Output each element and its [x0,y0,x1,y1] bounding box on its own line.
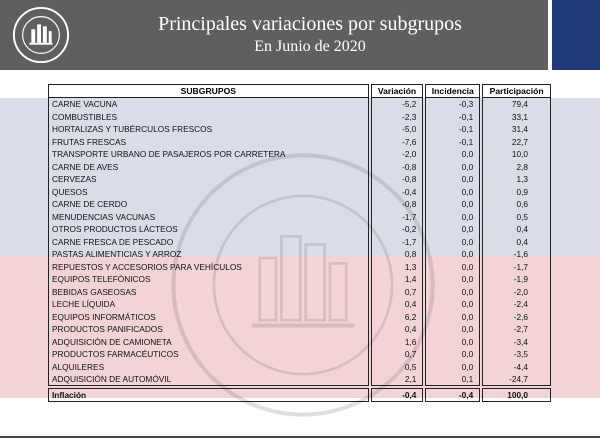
cell-variacion: 2,1 [371,373,424,386]
table-header-row [48,84,551,98]
cell-variacion: 1,4 [371,273,424,286]
cell-subgrupo: QUESOS [48,186,369,199]
table-row [48,261,551,274]
page-title: Principales variaciones por subgrupos [158,13,462,35]
cell-subgrupo: ADQUISICIÓN DE AUTOMÓVIL [48,373,369,386]
cell-subgrupo: MENUDENCIAS VACUNAS [48,211,369,224]
cell-participacion: -3,4 [482,336,551,349]
subgroups-table [46,84,553,402]
cell-subgrupo: PRODUCTOS FARMACÉUTICOS [48,348,369,361]
cell-participacion: -24,7 [482,373,551,386]
cell-participacion: -2,4 [482,298,551,311]
table-row [48,111,551,124]
table-row [48,236,551,249]
cell-variacion: 0,4 [371,323,424,336]
cell-incidencia: 0,0 [425,248,480,261]
cell-incidencia: -0,1 [425,123,480,136]
table-total-row [48,388,551,402]
column-header-participacion: Participación [482,84,551,98]
cell-incidencia: 0,0 [425,148,480,161]
cell-participacion: 0,9 [482,186,551,199]
table-row [48,286,551,299]
table-row [48,323,551,336]
page-subtitle: En Junio de 2020 [254,38,366,55]
cell-participacion: 10,0 [482,148,551,161]
cell-variacion: -1,7 [371,236,424,249]
cell-subgrupo: PASTAS ALIMENTICIAS Y ARROZ [48,248,369,261]
cell-participacion: 0,5 [482,211,551,224]
cell-participacion: -1,7 [482,261,551,274]
table-body [48,98,551,402]
cell-subgrupo: OTROS PRODUCTOS LÁCTEOS [48,223,369,236]
cell-participacion: 33,1 [482,111,551,124]
cell-incidencia: -0,1 [425,136,480,149]
cell-variacion: 6,2 [371,311,424,324]
cell-subgrupo: HORTALIZAS Y TUBÉRCULOS FRESCOS [48,123,369,136]
cell-incidencia: 0,0 [425,311,480,324]
cell-participacion: 0,6 [482,198,551,211]
cell-variacion: -5,2 [371,98,424,111]
cell-subgrupo: ADQUISICIÓN DE CAMIONETA [48,336,369,349]
cell-participacion: 31,4 [482,123,551,136]
cell-subgrupo: ALQUILERES [48,361,369,374]
cell-variacion: -2,0 [371,148,424,161]
cell-subgrupo: CARNE VACUNA [48,98,369,111]
table-row [48,298,551,311]
table-row [48,248,551,261]
bcp-seal-icon [12,6,70,64]
cell-incidencia: 0,0 [425,186,480,199]
cell-subgrupo: CARNE DE AVES [48,161,369,174]
cell-participacion: 1,3 [482,173,551,186]
cell-variacion: -2,3 [371,111,424,124]
table-row [48,348,551,361]
cell-incidencia: 0,0 [425,211,480,224]
cell-incidencia: 0,0 [425,261,480,274]
table-row [48,223,551,236]
cell-subgrupo: BEBIDAS GASEOSAS [48,286,369,299]
cell-incidencia: 0,0 [425,223,480,236]
cell-variacion: -0,4 [371,186,424,199]
cell-variacion: -0,2 [371,223,424,236]
total-incidencia: -0,4 [425,388,480,402]
cell-participacion: -2,6 [482,311,551,324]
cell-incidencia: -0,3 [425,98,480,111]
cell-participacion: -4,4 [482,361,551,374]
cell-subgrupo: LECHE LÍQUIDA [48,298,369,311]
cell-incidencia: 0,0 [425,236,480,249]
cell-incidencia: 0,0 [425,348,480,361]
table-row [48,198,551,211]
cell-incidencia: 0,0 [425,361,480,374]
table-row [48,186,551,199]
cell-participacion: -2,7 [482,323,551,336]
cell-variacion: -1,7 [371,211,424,224]
cell-incidencia: -0,1 [425,111,480,124]
cell-subgrupo: REPUESTOS Y ACCESORIOS PARA VEHÍCULOS [48,261,369,274]
cell-subgrupo: CARNE DE CERDO [48,198,369,211]
total-label: Inflación [48,388,369,402]
table-row [48,361,551,374]
cell-variacion: 0,7 [371,348,424,361]
cell-incidencia: 0,0 [425,198,480,211]
cell-subgrupo: TRANSPORTE URBANO DE PASAJEROS POR CARRETERA [48,148,369,161]
cell-participacion: -2,0 [482,286,551,299]
cell-variacion: 0,4 [371,298,424,311]
table-row [48,373,551,386]
cell-incidencia: 0,0 [425,273,480,286]
cell-variacion: 0,7 [371,286,424,299]
cell-participacion: -3,5 [482,348,551,361]
cell-incidencia: 0,0 [425,173,480,186]
cell-participacion: 22,7 [482,136,551,149]
table-row [48,211,551,224]
table-row [48,311,551,324]
header-accent-bar [548,0,600,70]
table-row [48,98,551,111]
column-header-variacion: Variación [371,84,424,98]
table-row [48,123,551,136]
column-header-subgrupos: SUBGRUPOS [48,84,369,98]
cell-incidencia: 0,1 [425,373,480,386]
cell-subgrupo: COMBUSTIBLES [48,111,369,124]
table-row [48,273,551,286]
cell-incidencia: 0,0 [425,286,480,299]
cell-subgrupo: EQUIPOS TELEFÓNICOS [48,273,369,286]
cell-participacion: 2,8 [482,161,551,174]
cell-subgrupo: FRUTAS FRESCAS [48,136,369,149]
cell-variacion: 1,6 [371,336,424,349]
cell-participacion: -1,9 [482,273,551,286]
cell-variacion: -0,8 [371,173,424,186]
cell-subgrupo: CERVEZAS [48,173,369,186]
cell-variacion: -5,0 [371,123,424,136]
cell-participacion: 0,4 [482,236,551,249]
cell-variacion: 1,3 [371,261,424,274]
total-variacion: -0,4 [371,388,424,402]
cell-variacion: -0,8 [371,198,424,211]
cell-participacion: 79,4 [482,98,551,111]
slide-header [0,0,548,70]
column-header-incidencia: Incidencia [425,84,480,98]
cell-variacion: 0,8 [371,248,424,261]
cell-incidencia: 0,0 [425,161,480,174]
cell-subgrupo: PRODUCTOS PANIFICADOS [48,323,369,336]
cell-variacion: -7,6 [371,136,424,149]
cell-variacion: 0,5 [371,361,424,374]
table-row [48,148,551,161]
table-row [48,136,551,149]
total-participacion: 100,0 [482,388,551,402]
cell-subgrupo: CARNE FRESCA DE PESCADO [48,236,369,249]
footer-divider [0,436,600,438]
cell-incidencia: 0,0 [425,336,480,349]
cell-incidencia: 0,0 [425,323,480,336]
table-row [48,161,551,174]
table-row [48,336,551,349]
cell-incidencia: 0,0 [425,298,480,311]
cell-variacion: -0,8 [371,161,424,174]
cell-participacion: 0,4 [482,223,551,236]
cell-subgrupo: EQUIPOS INFORMÁTICOS [48,311,369,324]
cell-participacion: -1,6 [482,248,551,261]
table-row [48,173,551,186]
